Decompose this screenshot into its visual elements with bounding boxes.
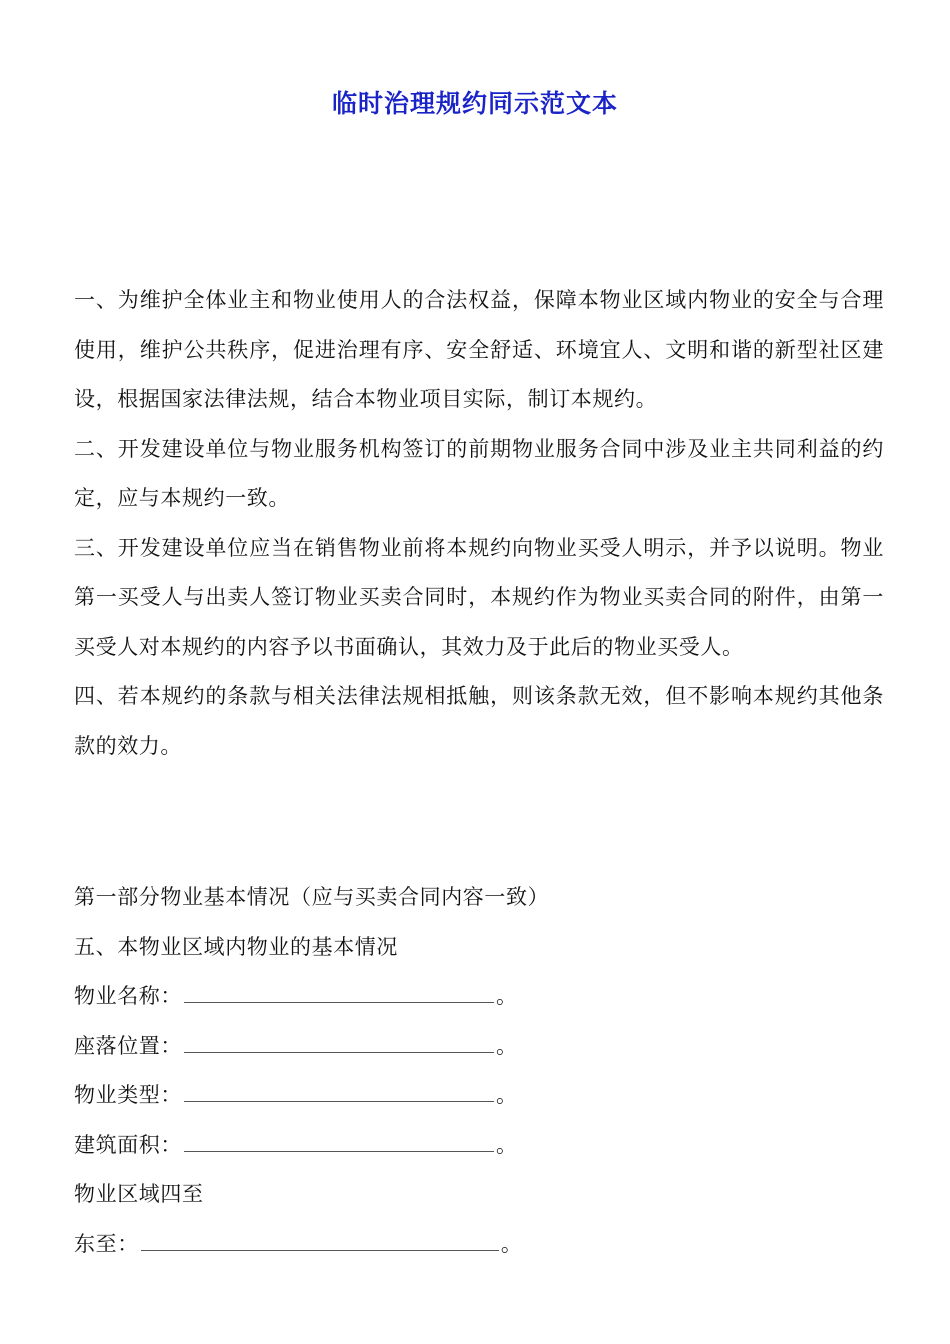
section-five-heading: 五、本物业区域内物业的基本情况 <box>74 934 398 959</box>
floor-area-blank[interactable] <box>184 1127 494 1152</box>
property-name-period: 。 <box>496 984 518 1008</box>
floor-area-field <box>74 1121 884 1171</box>
property-name-blank[interactable] <box>184 978 494 1003</box>
floor-area-period: 。 <box>496 1132 518 1157</box>
property-name-label: 物业名称： <box>74 984 182 1008</box>
intro-section <box>74 276 884 771</box>
location-label: 座落位置： <box>74 1033 182 1058</box>
floor-area-label: 建筑面积： <box>74 1132 182 1157</box>
location-blank[interactable] <box>184 1028 494 1053</box>
clause-one: 一、为维护全体业主和物业使用人的合法权益，保障本物业区域内物业的安全与合理使用，维护公共秩序，促进治理有序、安全舒适、环境宜人、文明和谐的新型社区建设，根据国家法律法规，结合本物业项目实际，制订本规约。 <box>74 288 884 411</box>
east-boundary-label: 东至： <box>74 1231 139 1256</box>
east-boundary-field <box>74 1220 884 1270</box>
part-one-section <box>74 873 884 1269</box>
part-one-heading: 第一部分物业基本情况（应与买卖合同内容一致） <box>74 885 550 909</box>
east-boundary-period: 。 <box>500 1231 523 1256</box>
property-type-field <box>74 1071 884 1121</box>
document-title: 临时治理规约同示范文本 <box>331 89 618 118</box>
clause-two: 二、开发建设单位与物业服务机构签订的前期物业服务合同中涉及业主共同利益的约定，应与本规约一致。 <box>74 436 884 510</box>
location-field <box>74 1022 884 1072</box>
property-type-label: 物业类型： <box>74 1083 182 1107</box>
property-type-period: 。 <box>496 1083 518 1107</box>
property-type-blank[interactable] <box>184 1077 494 1102</box>
property-name-field <box>74 972 884 1022</box>
clause-three: 三、开发建设单位应当在销售物业前将本规约向物业买受人明示，并予以说明。物业第一买受人与出卖人签订物业买卖合同时，本规约作为物业买卖合同的附件，由第一买受人对本规约的内容予以书面确认，其效力及于此后的物业买受人。 <box>74 535 884 659</box>
boundary-heading: 物业区域四至 <box>74 1182 204 1206</box>
location-period: 。 <box>496 1033 518 1058</box>
east-boundary-blank[interactable] <box>141 1226 499 1251</box>
clause-four: 四、若本规约的条款与相关法律法规相抵触，则该条款无效，但不影响本规约其他条款的效力。 <box>74 684 884 758</box>
